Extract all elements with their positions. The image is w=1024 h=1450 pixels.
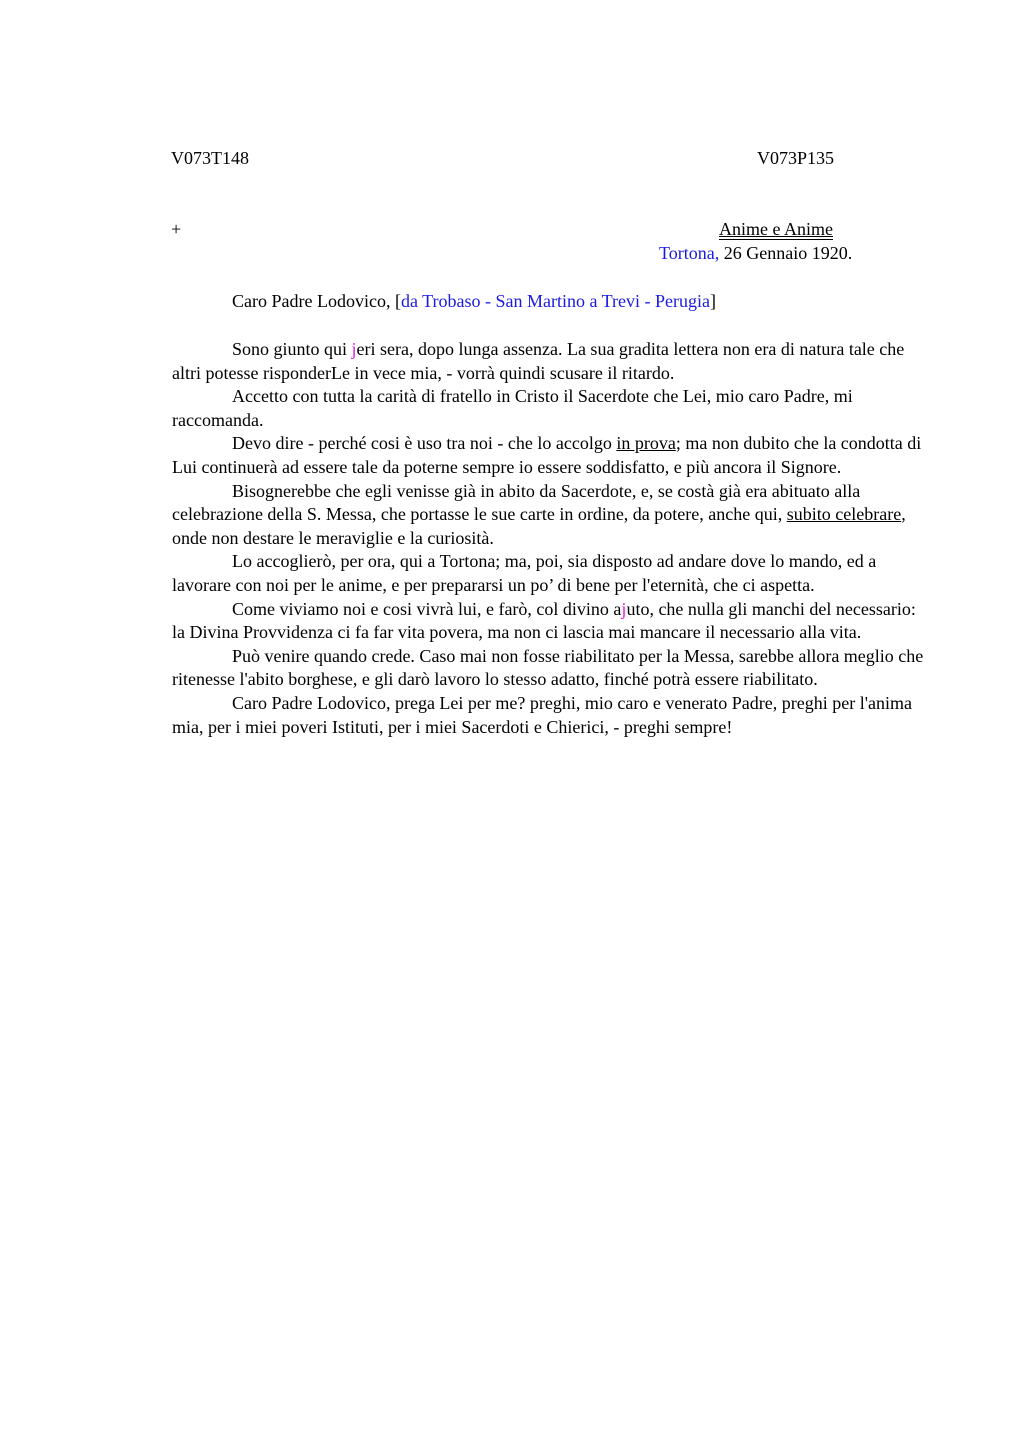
paragraph-6-text-a: Come viviamo noi e cosi vivrà lui, e farò, col divino a — [232, 598, 622, 619]
dateline-date: 26 Gennaio 1920. — [719, 243, 853, 263]
motto: Anime e Anime — [719, 219, 833, 239]
letter-body — [172, 338, 932, 739]
paragraph-1-text-a: Sono giunto qui — [232, 339, 352, 359]
paragraph-4 — [172, 480, 932, 551]
underlined-phrase: in prova — [616, 433, 676, 454]
paragraph-2: Accetto con tutta la carità di fratello in Cristo il Sacerdote che Lei, mio caro Padre, mi raccomanda. — [172, 386, 853, 430]
paragraph-6 — [172, 598, 932, 645]
document-code-left: V073T148 — [171, 148, 249, 168]
paragraph-8: Caro Padre Lodovico, prega Lei per me? preghi, mio caro e venerato Padre, preghi per l'anima mia, per i miei poveri Istituti, per i miei Sacerdoti e Chierici, - preghi sempre! — [172, 692, 912, 737]
paragraph-1-text-b: eri sera, dopo lunga assenza. La sua gradita lettera non era di natura tale che altri potesse risponderLe in vece mia, - vorrà quindi scusare il ritardo. — [172, 339, 905, 383]
salutation-close-bracket: ] — [709, 291, 716, 311]
salutation-text: Caro Padre Lodovico, [ — [232, 291, 401, 311]
cross-symbol: + — [171, 219, 182, 239]
dateline — [659, 242, 852, 266]
highlighted-letter: j — [621, 598, 627, 619]
underlined-phrase: subito celebrare — [786, 504, 902, 525]
paragraph-1 — [172, 338, 932, 385]
paragraph-3 — [172, 432, 932, 479]
paragraph-7: Può venire quando crede. Caso mai non fosse riabilitato per la Messa, sarebbe allora meglio che ritenesse l'abito borghese, e gli darò lavoro lo stesso adatto, finché potrà essere riabilitato. — [172, 645, 924, 690]
salutation — [232, 290, 716, 314]
dateline-place: Tortona, — [659, 243, 720, 263]
paragraph-3-text-b: ; ma non dubito che la condotta di Lui continuerà ad essere tale da poterne sempre io essere soddisfatto, e più ancora il Signore. — [172, 433, 922, 477]
salutation-editorial-note: da Trobaso - San Martino a Trevi - Perugia — [400, 291, 710, 311]
paragraph-4-text-a: Bisognerebbe che egli venisse già in abito da Sacerdote, e, se costà già era abituato alla celebrazione della S. Messa, che portasse le sue carte in ordine, da potere, anche qui, — [172, 480, 861, 525]
document-code-right: V073P135 — [757, 148, 835, 168]
paragraph-5: Lo accoglierò, per ora, qui a Tortona; ma, poi, sia disposto ad andare dove lo mando, ed a lavorare con noi per le anime, e per prepararsi un po’ di bene per l'eternità, che ci aspetta. — [172, 551, 877, 595]
paragraph-6-text-b: uto, che nulla gli manchi del necessario: la Divina Provvidenza ci fa far vita povera, ma non ci lascia mai mancare il necessario alla vita. — [172, 598, 916, 643]
paragraph-3-text-a: Devo dire - perché cosi è uso tra noi - che lo accolgo — [232, 433, 617, 454]
paragraph-4-text-b: , onde non destare le meraviglie e la curiosità. — [172, 504, 906, 548]
highlighted-letter: j — [351, 339, 357, 359]
